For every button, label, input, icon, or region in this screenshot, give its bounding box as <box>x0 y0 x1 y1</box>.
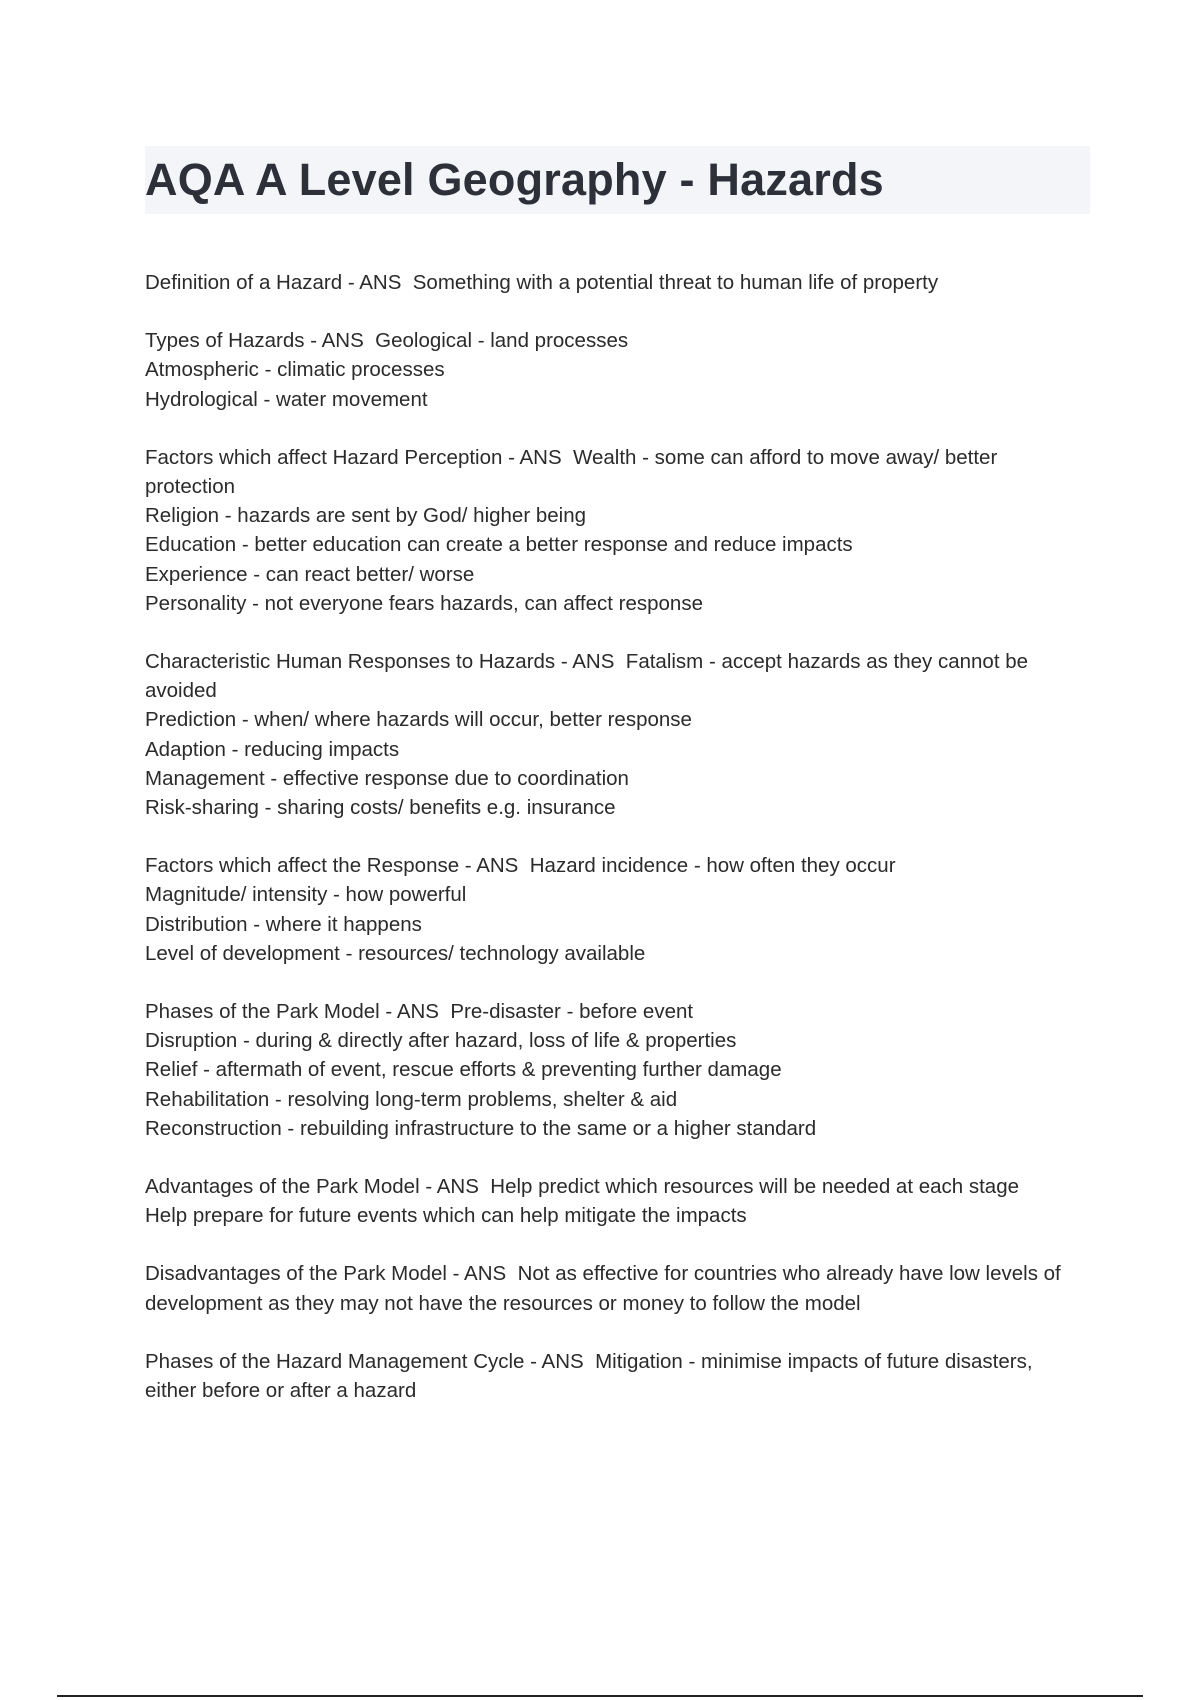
entry-line: Experience - can react better/ worse <box>145 562 475 586</box>
entry-line: Distribution - where it happens <box>145 912 422 936</box>
entry-hazard-perception-factors <box>145 443 1080 618</box>
entry-park-model-advantages <box>145 1172 1080 1230</box>
entry-line: Adaption - reducing impacts <box>145 737 400 761</box>
entry-line: Atmospheric - climatic processes <box>145 358 445 382</box>
entry-definition-of-hazard <box>145 268 1080 297</box>
entry-line: Characteristic Human Responses to Hazards - ANS Fatalism - accept hazards as they cannot be avoided <box>145 650 1034 703</box>
entry-line: Help prepare for future events which can help mitigate the impacts <box>145 1204 747 1228</box>
entry-line: Reconstruction - rebuilding infrastructure to the same or a higher standard <box>145 1116 817 1140</box>
entry-line: Factors which affect the Response - ANS Hazard incidence - how often they occur <box>145 854 896 878</box>
entry-line: Education - better education can create a better response and reduce impacts <box>145 533 853 557</box>
entry-line: Management - effective response due to coordination <box>145 766 629 790</box>
entry-human-responses <box>145 647 1080 822</box>
entry-line: Disadvantages of the Park Model - ANS Not as effective for countries who already have low levels of development as they may not have the resources or money to follow the model <box>145 1262 1067 1315</box>
entry-hazard-management-cycle <box>145 1347 1080 1405</box>
entry-line: Personality - not everyone fears hazards, can affect response <box>145 591 703 615</box>
entry-line: Disruption - during & directly after hazard, loss of life & properties <box>145 1029 737 1053</box>
entry-line: Definition of a Hazard - ANS Something with a potential threat to human life of property <box>145 271 939 294</box>
entry-park-model-phases <box>145 997 1080 1143</box>
document-title: AQA A Level Geography - Hazards <box>145 154 884 205</box>
entry-line: Rehabilitation - resolving long-term problems, shelter & aid <box>145 1087 678 1111</box>
entry-line: Magnitude/ intensity - how powerful <box>145 883 467 907</box>
footer-rule <box>57 1695 1143 1697</box>
entry-line: Relief - aftermath of event, rescue efforts & preventing further damage <box>145 1058 782 1082</box>
entry-line: Level of development - resources/ technology available <box>145 941 646 965</box>
entry-line: Prediction - when/ where hazards will occur, better response <box>145 708 692 732</box>
entry-line: Phases of the Park Model - ANS Pre-disaster - before event <box>145 1000 694 1024</box>
entry-park-model-disadvantages <box>145 1259 1080 1317</box>
entry-line: Religion - hazards are sent by God/ higher being <box>145 504 587 528</box>
entry-line: Hydrological - water movement <box>145 387 428 411</box>
entry-line: Types of Hazards - ANS Geological - land processes <box>145 329 629 353</box>
entry-types-of-hazards <box>145 326 1080 414</box>
document-content <box>145 268 1080 1434</box>
entry-line: Factors which affect Hazard Perception - ANS Wealth - some can afford to move away/ better protection <box>145 445 1003 499</box>
entry-line: Phases of the Hazard Management Cycle - ANS Mitigation - minimise impacts of future disasters, either before or after a hazard <box>145 1349 1039 1403</box>
entry-response-factors <box>145 851 1080 968</box>
entry-line: Advantages of the Park Model - ANS Help predict which resources will be needed at each stage <box>145 1175 1020 1199</box>
entry-line: Risk-sharing - sharing costs/ benefits e.g. insurance <box>145 796 616 820</box>
